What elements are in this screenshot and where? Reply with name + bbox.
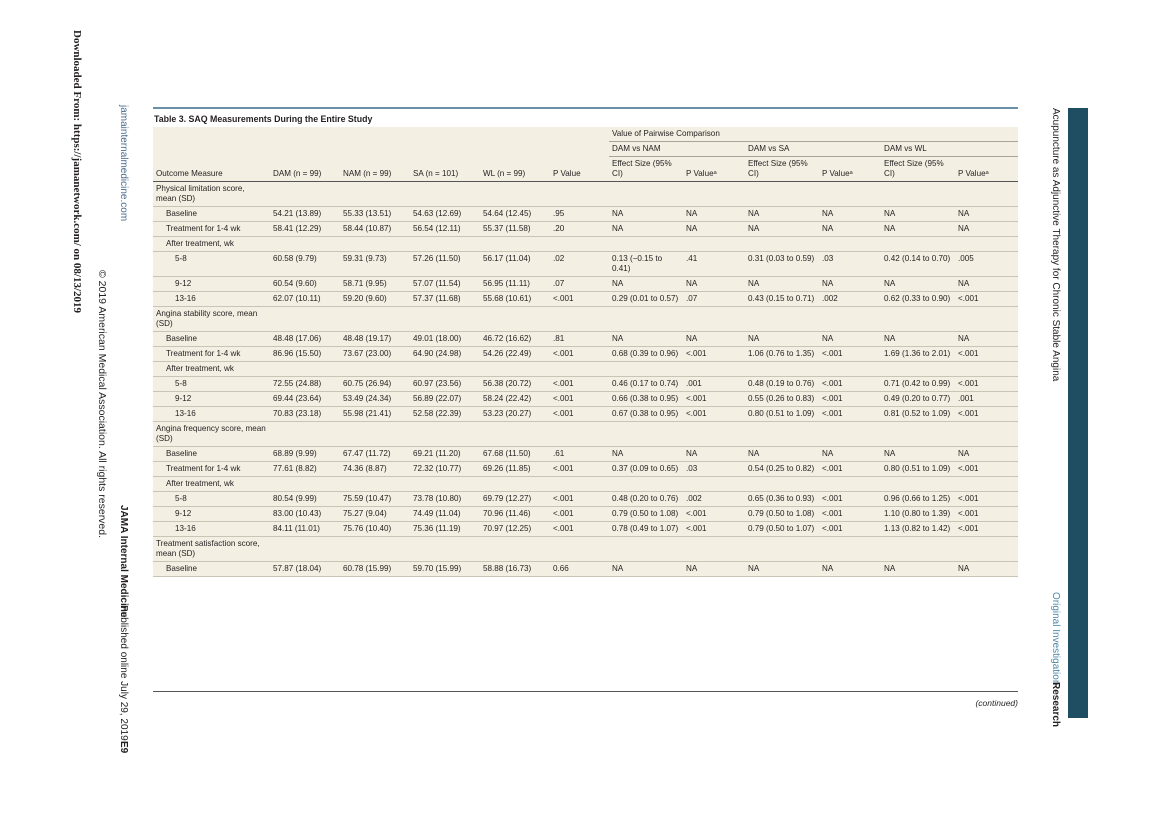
section-row [153,422,1018,447]
table-cell: 55.68 (10.61) [480,292,550,307]
column-header: SA (n = 101) [410,157,480,182]
table-cell: <.001 [683,347,745,362]
page-number: E9 [118,741,129,754]
column-header: Outcome Measure [153,157,270,182]
table-cell: NA [819,447,881,462]
table-cell: .41 [683,252,745,277]
table-cell: 55.98 (21.41) [340,407,410,422]
table-row [153,447,1018,462]
table-cell: 0.65 (0.36 to 0.93) [745,492,819,507]
table-cell: <.001 [683,522,745,537]
table-cell: .001 [683,377,745,392]
table-cell: 56.54 (12.11) [410,222,480,237]
table-cell: 52.58 (22.39) [410,407,480,422]
table-cell: 83.00 (10.43) [270,507,340,522]
subsection-row [153,237,1018,252]
column-header: P Valueᵃ [819,157,881,182]
table-cell: 53.49 (24.34) [340,392,410,407]
column-header: NAM (n = 99) [340,157,410,182]
table-cell: NA [955,222,1018,237]
table-cell: 59.70 (15.99) [410,562,480,577]
table-row [153,562,1018,577]
table-cell: <.001 [550,492,609,507]
table-cell: 0.78 (0.49 to 1.07) [609,522,683,537]
table-cell: 68.89 (9.99) [270,447,340,462]
table-cell: 72.55 (24.88) [270,377,340,392]
table-cell: NA [683,277,745,292]
table-cell: 60.78 (15.99) [340,562,410,577]
table-cell: 0.46 (0.17 to 0.74) [609,377,683,392]
table-cell: 69.79 (12.27) [480,492,550,507]
table-row [153,332,1018,347]
table-cell: 0.79 (0.50 to 1.08) [609,507,683,522]
row-filler [270,537,1018,562]
table-cell: NA [609,447,683,462]
table-cell: NA [881,207,955,222]
section-row [153,537,1018,562]
table-cell: 0.68 (0.39 to 0.96) [609,347,683,362]
table-cell: <.001 [955,377,1018,392]
table-cell: 58.44 (10.87) [340,222,410,237]
table-cell: 0.80 (0.51 to 1.09) [881,462,955,477]
table-cell: 56.17 (11.04) [480,252,550,277]
table-cell: .03 [683,462,745,477]
table-cell: 75.76 (10.40) [340,522,410,537]
table-cell: Baseline [153,207,270,222]
table-cell: 69.21 (11.20) [410,447,480,462]
table-cell: 70.83 (23.18) [270,407,340,422]
table-bottom-rule [153,691,1018,692]
table-cell: NA [609,222,683,237]
table-cell: NA [819,222,881,237]
table-cell: 67.68 (11.50) [480,447,550,462]
table-cell: NA [819,207,881,222]
table-cell: 0.29 (0.01 to 0.57) [609,292,683,307]
row-filler [270,422,1018,447]
table-cell: <.001 [550,377,609,392]
table-cell: 73.67 (23.00) [340,347,410,362]
table-row [153,347,1018,362]
table-cell: .001 [955,392,1018,407]
table-cell: <.001 [819,392,881,407]
table-cell: NA [745,332,819,347]
table-cell: NA [609,277,683,292]
table-cell: 0.42 (0.14 to 0.70) [881,252,955,277]
journal-name: JAMA Internal Medicine [118,505,129,618]
table-cell: NA [609,562,683,577]
table-cell: 1.06 (0.76 to 1.35) [745,347,819,362]
table-cell: <.001 [683,407,745,422]
table-row [153,462,1018,477]
pair-header-dam-nam: DAM vs NAM [609,142,745,157]
table-cell: 58.24 (22.42) [480,392,550,407]
table-cell: 0.66 (0.38 to 0.95) [609,392,683,407]
table-cell: .002 [683,492,745,507]
table-cell: .002 [819,292,881,307]
table-cell: 0.49 (0.20 to 0.77) [881,392,955,407]
subsection-row [153,362,1018,377]
table-cell: NA [683,222,745,237]
table-cell: 58.41 (12.29) [270,222,340,237]
table-cell: 60.75 (26.94) [340,377,410,392]
table-cell: <.001 [550,407,609,422]
table-cell: NA [881,447,955,462]
table-cell: .20 [550,222,609,237]
table-cell: Baseline [153,562,270,577]
table-cell: NA [745,207,819,222]
column-header: WL (n = 99) [480,157,550,182]
table-cell: <.001 [819,507,881,522]
table-cell: 1.10 (0.80 to 1.39) [881,507,955,522]
section-color-bar [1068,108,1088,718]
row-filler [270,182,1018,207]
table-cell: 57.26 (11.50) [410,252,480,277]
table-cell: <.001 [550,392,609,407]
table-cell: 57.87 (18.04) [270,562,340,577]
table-row [153,507,1018,522]
table-cell: 0.43 (0.15 to 0.71) [745,292,819,307]
table-cell: 59.31 (9.73) [340,252,410,277]
table-cell: <.001 [955,492,1018,507]
table-cell: 0.80 (0.51 to 1.09) [745,407,819,422]
table-cell: NA [955,277,1018,292]
table-row [153,522,1018,537]
table-cell: 5-8 [153,377,270,392]
row-filler [270,362,1018,377]
continued-note: (continued) [975,698,1018,708]
table-body [153,182,1018,577]
section-label: Treatment satisfaction score, mean (SD) [153,537,270,562]
table-cell: 0.55 (0.26 to 0.83) [745,392,819,407]
table-cell: 0.31 (0.03 to 0.59) [745,252,819,277]
table-cell: 0.48 (0.19 to 0.76) [745,377,819,392]
table-cell: .81 [550,332,609,347]
row-filler [270,237,1018,252]
table-cell: <.001 [955,292,1018,307]
table-cell: NA [683,447,745,462]
table-cell: Baseline [153,332,270,347]
table-cell: 75.59 (10.47) [340,492,410,507]
table-cell: 54.64 (12.45) [480,207,550,222]
table-cell: NA [881,277,955,292]
table-cell: NA [683,562,745,577]
table-row [153,207,1018,222]
table-cell: .95 [550,207,609,222]
table-cell: 86.96 (15.50) [270,347,340,362]
table-cell: 62.07 (10.11) [270,292,340,307]
section-research: Research [1050,682,1061,728]
table-cell: Baseline [153,447,270,462]
table-cell: 5-8 [153,492,270,507]
pair-header-dam-wl: DAM vs WL [881,142,1018,157]
table-row [153,222,1018,237]
table-cell: 9-12 [153,507,270,522]
table-cell: 9-12 [153,277,270,292]
table-cell: <.001 [550,292,609,307]
table-cell: 60.97 (23.56) [410,377,480,392]
table-cell: 56.38 (20.72) [480,377,550,392]
table-row [153,407,1018,422]
table-cell: 54.21 (13.89) [270,207,340,222]
column-header-row [153,157,1018,182]
table-cell: NA [955,207,1018,222]
table-cell: Treatment for 1-4 wk [153,222,270,237]
table-cell: .07 [683,292,745,307]
table-cell: 80.54 (9.99) [270,492,340,507]
table-cell: 59.20 (9.60) [340,292,410,307]
subsection-label: After treatment, wk [153,477,270,492]
table-cell: NA [819,332,881,347]
table-cell: NA [881,562,955,577]
column-header: Effect Size (95% CI) [609,157,683,182]
table-cell: 73.78 (10.80) [410,492,480,507]
table-cell: 1.13 (0.82 to 1.42) [881,522,955,537]
section-label: Physical limitation score, mean (SD) [153,182,270,207]
table-cell: 46.72 (16.62) [480,332,550,347]
subsection-row [153,477,1018,492]
table-cell: 70.97 (12.25) [480,522,550,537]
table-cell: NA [955,562,1018,577]
table-cell: 69.44 (23.64) [270,392,340,407]
table-cell: 0.96 (0.66 to 1.25) [881,492,955,507]
table-cell: <.001 [550,462,609,477]
column-header: Effect Size (95% CI) [881,157,955,182]
table-cell: NA [683,207,745,222]
table-cell: 0.54 (0.25 to 0.82) [745,462,819,477]
table-cell: <.001 [819,462,881,477]
published-date: Published online July 29, 2019 [118,605,129,741]
table-cell: NA [819,277,881,292]
table-cell: <.001 [819,347,881,362]
table-cell: 13-16 [153,522,270,537]
table-cell: 58.88 (16.73) [480,562,550,577]
table-cell: 48.48 (19.17) [340,332,410,347]
table-cell: .61 [550,447,609,462]
table-cell: NA [819,562,881,577]
section-row [153,307,1018,332]
column-header: P Valueᵃ [683,157,745,182]
journal-url: jamainternalmedicine.com [118,105,129,222]
subsection-label: After treatment, wk [153,362,270,377]
table-cell: 77.61 (8.82) [270,462,340,477]
column-header: Effect Size (95% CI) [745,157,819,182]
table-cell: NA [609,207,683,222]
table-cell: 0.79 (0.50 to 1.07) [745,522,819,537]
table-cell: <.001 [955,522,1018,537]
table-cell: <.001 [955,347,1018,362]
table-cell: 84.11 (11.01) [270,522,340,537]
table-cell: NA [745,562,819,577]
table-cell: 49.01 (18.00) [410,332,480,347]
section-original-investigation: Original Investigation [1050,592,1061,686]
pairwise-group-header: Value of Pairwise Comparison [609,127,1018,142]
table-cell: <.001 [683,392,745,407]
table-cell: <.001 [683,507,745,522]
table-cell: <.001 [819,407,881,422]
table-cell: NA [881,222,955,237]
download-notice: Downloaded From: https://jamanetwork.com/ on 08/13/2019 [71,30,83,314]
pair-header-dam-sa: DAM vs SA [745,142,881,157]
table-row [153,292,1018,307]
table-cell: 55.37 (11.58) [480,222,550,237]
copyright-notice: © 2019 American Medical Association. All rights reserved. [96,270,108,539]
table-cell: 58.71 (9.95) [340,277,410,292]
table-cell: 53.23 (20.27) [480,407,550,422]
subsection-label: After treatment, wk [153,237,270,252]
table-row [153,277,1018,292]
table-cell: 69.26 (11.85) [480,462,550,477]
table-cell: 13-16 [153,407,270,422]
table-cell: 75.27 (9.04) [340,507,410,522]
table-cell: 57.37 (11.68) [410,292,480,307]
column-header: P Valueᵃ [955,157,1018,182]
table-cell: 0.67 (0.38 to 0.95) [609,407,683,422]
table-cell: NA [609,332,683,347]
table-cell: <.001 [550,347,609,362]
table-cell: NA [745,447,819,462]
table-cell: Treatment for 1-4 wk [153,347,270,362]
column-header: P Value [550,157,609,182]
table-cell: 0.71 (0.42 to 0.99) [881,377,955,392]
section-row [153,182,1018,207]
table-cell: <.001 [955,462,1018,477]
table-cell: .02 [550,252,609,277]
table-row [153,252,1018,277]
row-filler [270,307,1018,332]
table-cell: 64.90 (24.98) [410,347,480,362]
table-cell: NA [745,222,819,237]
table-cell: 54.26 (22.49) [480,347,550,362]
section-label: Angina frequency score, mean (SD) [153,422,270,447]
column-header: DAM (n = 99) [270,157,340,182]
table-cell: NA [955,332,1018,347]
table-cell: 5-8 [153,252,270,277]
table-cell: 13-16 [153,292,270,307]
table-cell: NA [683,332,745,347]
table-cell: 75.36 (11.19) [410,522,480,537]
saq-table [153,127,1018,577]
table-cell: 54.63 (12.69) [410,207,480,222]
table-cell: 0.62 (0.33 to 0.90) [881,292,955,307]
table-cell: 9-12 [153,392,270,407]
table-cell: 0.37 (0.09 to 0.65) [609,462,683,477]
table-cell: 72.32 (10.77) [410,462,480,477]
table-cell: 0.48 (0.20 to 0.76) [609,492,683,507]
section-label: Angina stability score, mean (SD) [153,307,270,332]
table-cell: 55.33 (13.51) [340,207,410,222]
table-row [153,492,1018,507]
table-cell: NA [745,277,819,292]
running-title: Acupuncture as Adjunctive Therapy for Chronic Stable Angina [1050,108,1061,382]
table-cell: <.001 [550,522,609,537]
table-cell: 60.58 (9.79) [270,252,340,277]
table-cell: <.001 [955,407,1018,422]
table-cell: <.001 [819,492,881,507]
table-row [153,377,1018,392]
table-container [153,107,1018,577]
table-cell: 56.89 (22.07) [410,392,480,407]
table-cell: NA [881,332,955,347]
table-cell: <.001 [550,507,609,522]
table-cell: Treatment for 1-4 wk [153,462,270,477]
table-cell: NA [955,447,1018,462]
table-cell: 74.49 (11.04) [410,507,480,522]
table-caption: Table 3. SAQ Measurements During the Entire Study [154,114,373,124]
table-cell: .005 [955,252,1018,277]
table-cell: 67.47 (11.72) [340,447,410,462]
table-cell: .07 [550,277,609,292]
table-cell: <.001 [955,507,1018,522]
table-row [153,392,1018,407]
table-cell: 56.95 (11.11) [480,277,550,292]
table-cell: 0.66 [550,562,609,577]
table-cell: 74.36 (8.87) [340,462,410,477]
table-cell: 0.13 (−0.15 to 0.41) [609,252,683,277]
table-cell: 60.54 (9.60) [270,277,340,292]
table-cell: 57.07 (11.54) [410,277,480,292]
table-cell: 48.48 (17.06) [270,332,340,347]
row-filler [270,477,1018,492]
table-cell: 0.81 (0.52 to 1.09) [881,407,955,422]
table-cell: 0.79 (0.50 to 1.08) [745,507,819,522]
table-cell: <.001 [819,522,881,537]
table-cell: <.001 [819,377,881,392]
table-cell: .03 [819,252,881,277]
table-cell: 1.69 (1.36 to 2.01) [881,347,955,362]
table-cell: 70.96 (11.46) [480,507,550,522]
